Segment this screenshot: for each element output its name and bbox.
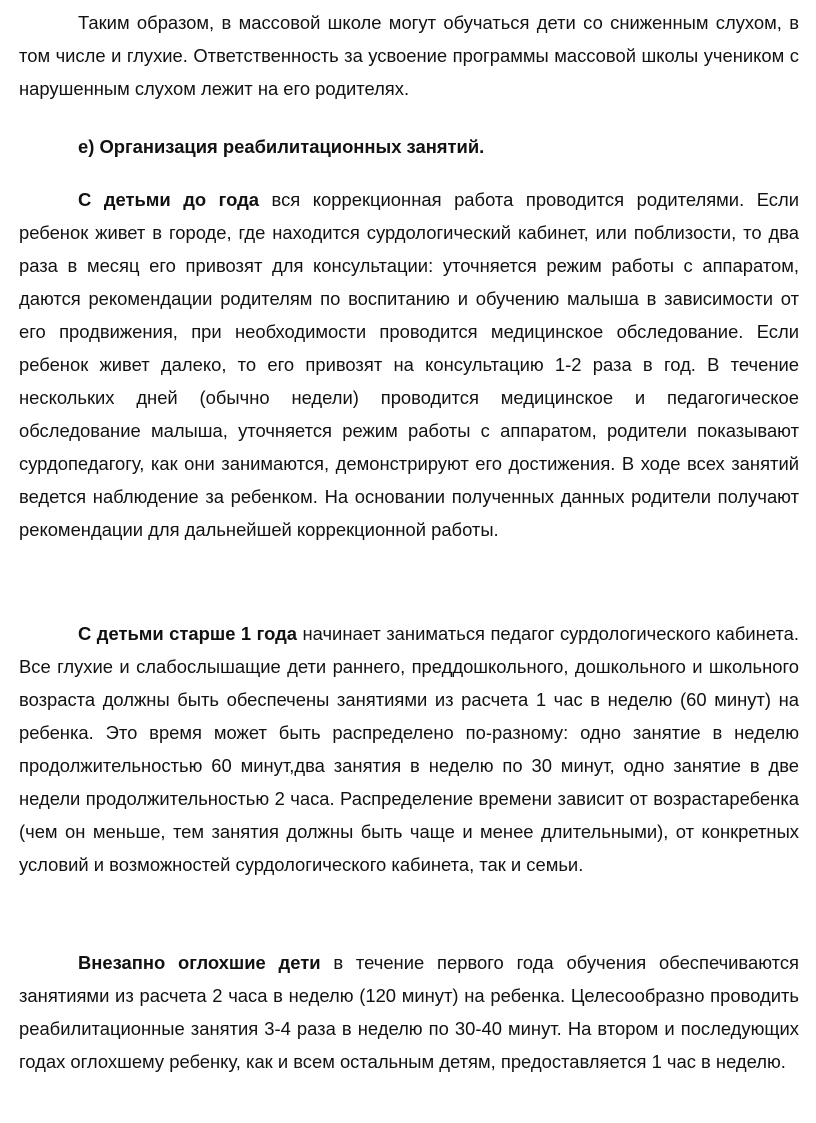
paragraph-suddenly-deaf xyxy=(19,946,799,1078)
paragraph-lead-under-one: С детьми до года xyxy=(78,189,259,210)
paragraph-text-under-one: вся коррекционная работа проводится родителями. Если ребенок живет в городе, где находится сурдологический кабинет, или поблизости, то два раза в месяц его привозят для консультации: уточняется режим работы с аппаратом, даются рекомендации родителям по воспитанию и обучению малыша в зависимости от его продвижения, при необходимости проводится медицинское обследование. Если ребенок живет далеко, то его привозят на консультацию 1-2 раза в год. В течение нескольких дней (обычно недели) проводится медицинское и педагогическое обследование малыша, уточняется режим работы с аппаратом, родители показывают сурдопедагогу, как они занимаются, демонстрируют его достижения. В ходе всех занятий ведется наблюдение за ребенком. На основании полученных данных родители получают рекомендации для дальнейшей коррекционной работы. xyxy=(19,189,799,540)
paragraph-text-over-one: начинает заниматься педагог сурдологического кабинета. Все глухие и слабослышащие дети раннего, преддошкольного, дошкольного и школьного возраста должны быть обеспечены занятиями из расчета 1 час в неделю (60 минут) на ребенка. Это время может быть распределено по-разному: одно занятие в неделю продолжительностью 60 минут,два занятия в неделю по 30 минут, одно занятие в две недели продолжительностью 2 часа. Распределение времени зависит от возрастаребенка (чем он меньше, тем занятия должны быть чаще и менее длительными), от конкретных условий и возможностей сурдологического кабинета, так и семьи. xyxy=(19,623,799,875)
section-heading: е) Организация реабилитационных занятий. xyxy=(78,136,485,157)
paragraph-text-suddenly-deaf: в течение первого года обучения обеспечиваются занятиями из расчета 2 часа в неделю (120 минут) на ребенка. Целесообразно проводить реабилитационные занятия 3-4 раза в неделю по 30-40 минут. На втором и последующих годах оглохшему ребенку, как и всем остальным детям, предоставляется 1 час в неделю. xyxy=(19,952,799,1072)
paragraph-lead-suddenly-deaf: Внезапно оглохшие дети xyxy=(78,952,321,973)
paragraph-children-under-one xyxy=(19,183,799,546)
paragraph-mass-school: Таким образом, в массовой школе могут обучаться дети со сниженным слухом, в том числе и глухие. Ответственность за усвоение программы массовой школы учеником с нарушенным слухом лежит на его родителях. xyxy=(19,12,799,99)
paragraph-children-over-one xyxy=(19,617,799,881)
paragraph-lead-over-one: С детьми старше 1 года xyxy=(78,623,297,644)
